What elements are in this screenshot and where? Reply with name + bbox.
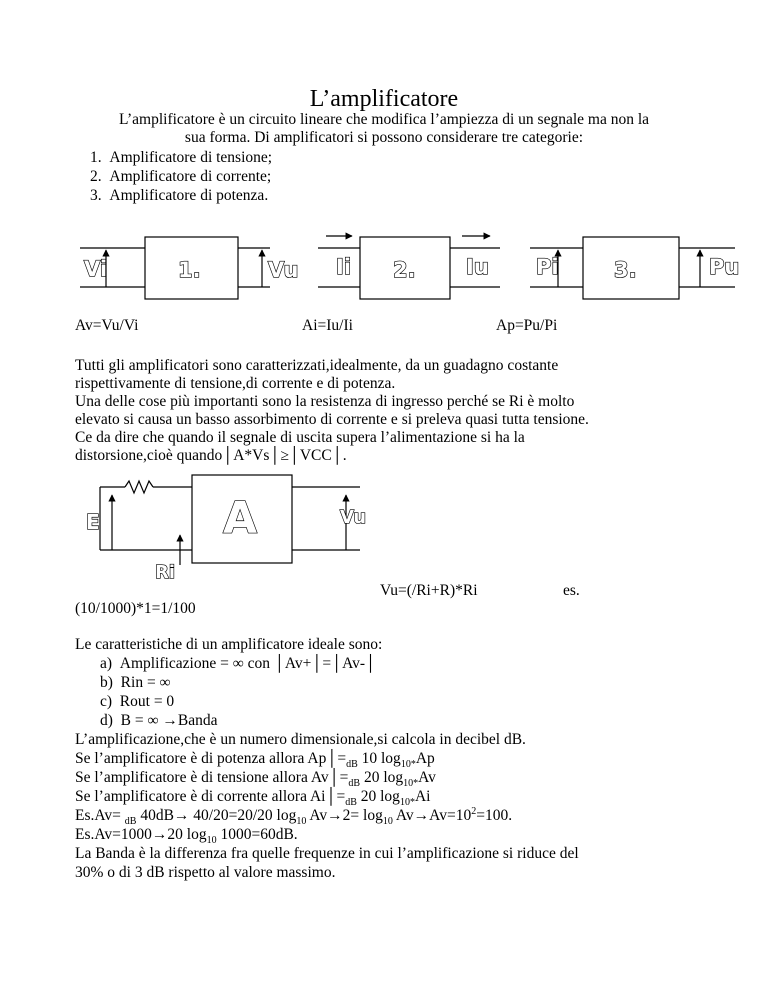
list-item: 3. Amplificatore di potenza. <box>90 187 269 204</box>
resistor-symbol <box>125 481 153 493</box>
paragraph-line: La Banda è la differenza fra quelle frequenze in cui l’amplificazione si riduce del <box>75 845 579 862</box>
paragraph-line: Se l’amplificatore è di corrente allora $Ai│=_{dB}$ 20 $\log_{10*}Ai$ <box>75 788 431 809</box>
pi-label: Pi <box>536 255 559 279</box>
paragraph-line: Una delle cose più importanti sono la resistenza di ingresso perché se Ri è molto <box>75 393 575 410</box>
list-item: c) Rout = 0 <box>100 693 175 710</box>
formula-ap: Ap=Pu/Pi <box>496 317 558 334</box>
paragraph-line: elevato si causa un basso assorbimento di corrente e si preleva quasi tutta tensione. <box>75 411 589 428</box>
list-item: d) B = ∞ →Banda <box>100 712 218 729</box>
paragraph-line: Ce da dire che quando il segnale di uscita supera l’alimentazione si ha la <box>75 429 525 446</box>
block-2-label: 2. <box>393 258 416 282</box>
formula-ai: Ai=Iu/Ii <box>302 317 353 334</box>
paragraph-line: Es.Av= $_{dB}$ 40dB→ 40/20=20/20 $\log_{10} Av\to 2= \log_{10} Av\to Av=10^2=100$. <box>75 805 513 828</box>
paragraph-line: Es.Av=1000→20 $\log_{10} 1000=60dB$. <box>75 826 298 847</box>
vu-output-label: Vu <box>340 507 367 528</box>
list-item: 2. Amplificatore di corrente; <box>90 168 272 185</box>
block-3-label: 3. <box>614 258 637 282</box>
intro-line-2: sua forma. Di amplificatori si possono considerare tre categorie: <box>184 129 584 146</box>
paragraph-line: distorsione,cioè quando│A*Vs│≥│VCC│. <box>75 447 347 464</box>
paragraph-line: Tutti gli amplificatori sono caratterizzati,idealmente, da un guadagno costante <box>75 357 559 374</box>
e-label: E <box>86 510 100 534</box>
intro-line-1: L’amplificatore è un circuito lineare che modifica l’ampiezza di un segnale ma non la <box>118 111 650 128</box>
paragraph-line: 30% o di 3 dB rispetto al valore massimo. <box>75 864 336 881</box>
ideal-intro: Le caratteristiche di un amplificatore ideale sono: <box>75 636 383 653</box>
vu-label: Vu <box>268 258 299 282</box>
page-title: L’amplificatore <box>309 86 459 112</box>
block-1-label: 1. <box>178 258 201 282</box>
example-label: es. <box>563 582 580 599</box>
ri-label: Ri <box>155 562 176 583</box>
amplifier-a-label: A <box>223 493 258 544</box>
list-item: 1. Amplificatore di tensione; <box>90 149 273 166</box>
list-item: b) Rin = ∞ <box>100 674 171 691</box>
ii-label: Ii <box>336 255 352 279</box>
paragraph-line: Se l’amplificatore è di tensione allora $Av│=_{dB}$ 20 $\log_{10*}Av$ <box>75 769 436 790</box>
vi-label: Vi <box>84 257 108 281</box>
paragraph-line: L’amplificazione,che è un numero dimensionale,si calcola in decibel dB. <box>75 731 526 748</box>
paragraph-line: rispettivamente di tensione,di corrente e di potenza. <box>75 375 396 392</box>
paragraph-line: Se l’amplificatore è di potenza allora $Ap│=_{dB}$ 10 $\log_{10*}Ap$ <box>75 750 435 771</box>
example-calculation: (10/1000)*1=1/100 <box>75 600 196 617</box>
formula-av: Av=Vu/Vi <box>75 317 139 334</box>
list-item: a) Amplificazione = ∞ con │Av+│=│Av-│ <box>100 655 377 672</box>
pu-label: Pu <box>709 255 740 279</box>
formula-vu: Vu=(/Ri+R)*Ri <box>380 582 478 599</box>
iu-label: Iu <box>466 255 489 279</box>
